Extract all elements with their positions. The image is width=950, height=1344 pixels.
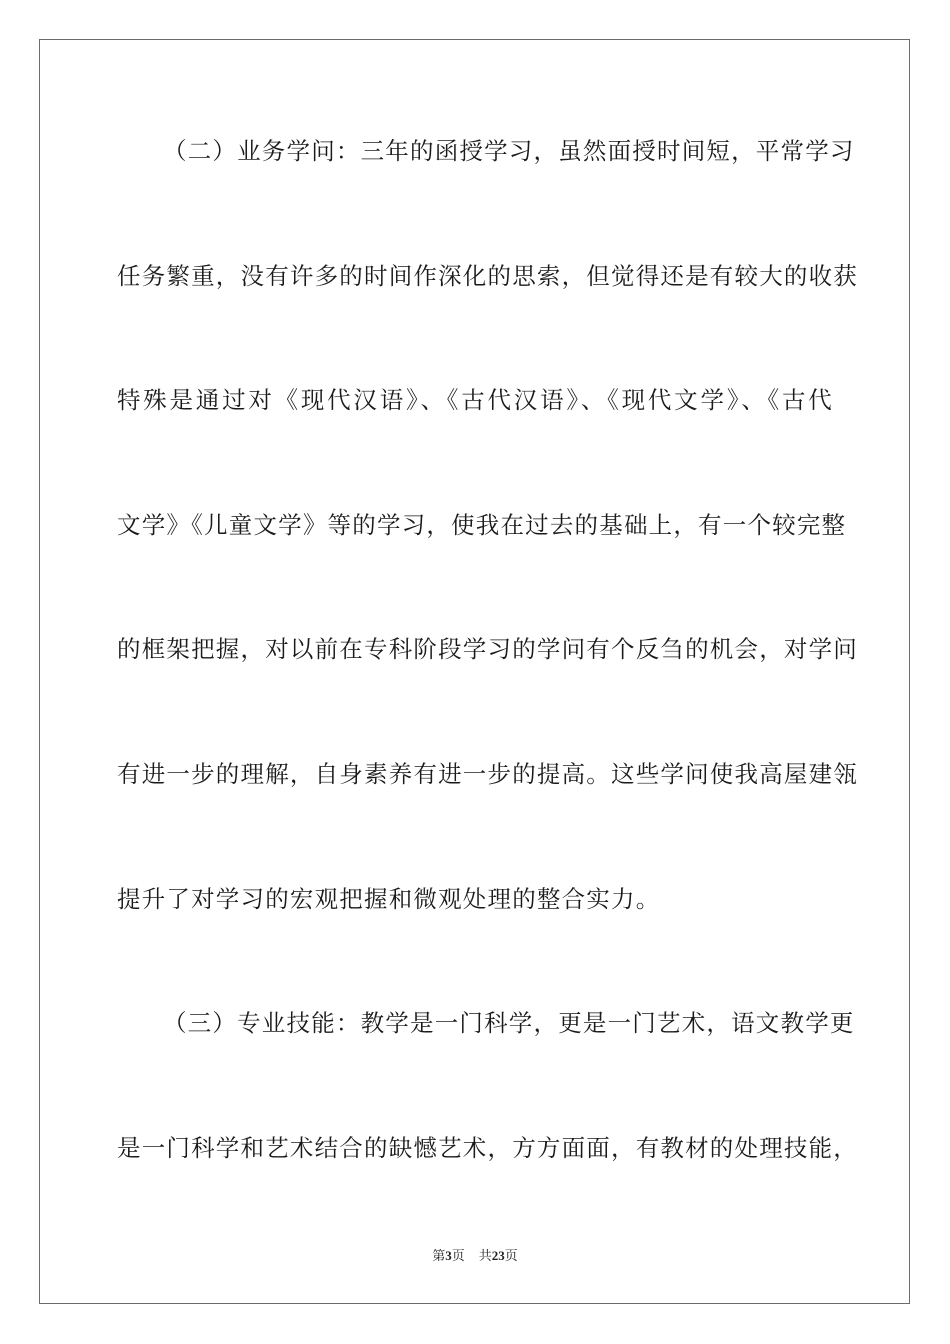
- total-pages: 23: [491, 1248, 505, 1263]
- page-suffix: 页: [451, 1249, 465, 1264]
- paragraph-2-line-5: 的框架把握，对以前在专科阶段学习的学问有个反刍的机会，对学问: [117, 635, 858, 663]
- paragraph-2-line-3: 特殊是通过对《现代汉语》、《古代汉语》、《现代文学》、《古代: [117, 386, 833, 414]
- paragraph-3-line-1: （三）专业技能：教学是一门科学，更是一门艺术，语文教学更: [163, 1009, 855, 1037]
- page-prefix: 第: [432, 1249, 446, 1264]
- paragraph-2-line-1: （二）业务学问：三年的函授学习，虽然面授时间短，平常学习: [163, 137, 855, 165]
- page-footer: [0, 1248, 950, 1265]
- paragraph-2-line-2: 任务繁重，没有许多的时间作深化的思索，但觉得还是有较大的收获: [117, 262, 858, 290]
- paragraph-2-line-7: 提升了对学习的宏观把握和微观处理的整合实力。: [117, 885, 661, 913]
- page-number: 3: [445, 1248, 452, 1263]
- total-prefix: 共: [478, 1249, 492, 1264]
- page-border: [39, 39, 910, 1304]
- paragraph-2-line-6: 有进一步的理解，自身素养有进一步的提高。这些学问使我高屋建瓴: [117, 760, 858, 788]
- total-suffix: 页: [504, 1249, 518, 1264]
- paragraph-2-line-4: 文学》《儿童文学》等的学习，使我在过去的基础上，有一个较完整: [117, 511, 847, 539]
- paragraph-3-line-2: 是一门科学和艺术结合的缺憾艺术，方方面面，有教材的处理技能，: [117, 1134, 858, 1162]
